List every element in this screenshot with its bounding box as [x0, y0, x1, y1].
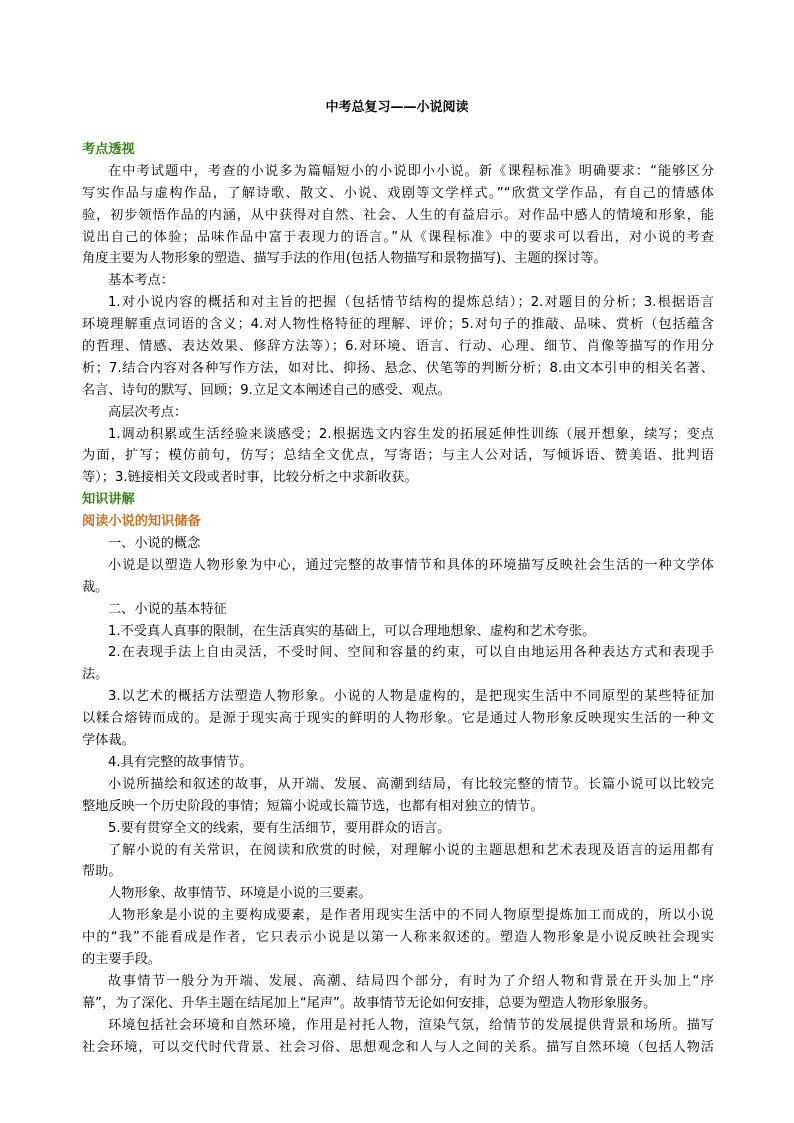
concept-line: 小说是以塑造人物形象为中心，通过完整的故事情节和具体的环境描写反映社会生活的一种文学体	[108, 557, 714, 573]
intro-line: 角度主要为人物形象的塑造、描写手法的作用(包括人物描写和景物描写)、主题的探讨等。	[82, 251, 607, 267]
three-elements-line: 人物形象、故事情节、环境是小说的三要素。	[108, 886, 372, 902]
feature-item: 以糅合熔铸而成的。是源于现实高于现实的鲜明的人物形象。它是通过人物形象反映现实生活的一种文	[82, 711, 714, 727]
concept-line: 裁。	[82, 579, 109, 595]
feature-item: 2.在表现手法上自由灵活，不受时间、空间和容量的约束，可以自由地运用各种表达方式和表现手	[108, 645, 714, 661]
basic-points-line: 析；7.结合内容对各种写作方法，如对比、抑扬、悬念、伏笔等的判断分析；8.由文本引申的相关名著、	[82, 360, 714, 376]
document-body	[82, 139, 714, 1058]
section-heading-exam-points: 考点透视	[82, 142, 135, 157]
environment-line: 社会环境，可以交代时代背景、社会习俗、思想观念和人与人之间的关系。描写自然环境（包括人物活	[82, 1039, 714, 1055]
intro-line: 验，初步领悟作品的内涵，从中获得对自然、社会、人生的有益启示。对作品中感人的情境和形象，能	[82, 207, 714, 223]
document-title: 中考总复习——小说阅读	[325, 100, 469, 115]
feature-item: 3.以艺术的概括方法塑造人物形象。小说的人物是虚构的，是把现实生活中不同原型的某些特征加	[108, 689, 714, 705]
concept-label: 一、小说的概念	[108, 536, 201, 552]
environment-line: 环境包括社会环境和自然环境，作用是衬托人物，渲染气氛，给情节的发展提供背景和场所。描写	[108, 1017, 714, 1033]
basic-points-label: 基本考点：	[108, 273, 174, 289]
basic-points-line: 的哲理、情感、表达效果、修辞方法等）；6.对环境、语言、行动、心理、细节、肖像等描写的作用分	[82, 339, 714, 355]
basic-points-line: 1.对小说内容的概括和对主旨的把握（包括情节结构的提炼总结）；2.对题目的分析；3.根据语言	[108, 295, 714, 311]
intro-line: 说出自己的体验；品味作品中富于表现力的语言。”从《课程标准》中的要求可以看出，对小说的考查	[82, 229, 714, 245]
high-level-points-line: 1.调动积累或生活经验来谈感受；2.根据选文内容生发的拓展延伸性训练（展开想象，续写；变点	[108, 426, 714, 442]
feature-item: 5.要有贯穿全文的线索，要有生活细节，要用群众的语言。	[108, 820, 451, 836]
feature-desc-line: 小说所描绘和叙述的故事，从开端、发展、高潮到结局，有比较完整的情节。长篇小说可以比较完	[108, 776, 714, 792]
high-level-points-line: 等）；3.链接相关文段或者时事，比较分析之中求新收获。	[82, 470, 418, 486]
intro-line: 写实作品与虚构作品，了解诗歌、散文、小说、戏剧等文学样式。”“欣赏文学作品，有自己的情感体	[82, 185, 714, 201]
feature-item: 4.具有完整的故事情节。	[108, 754, 253, 770]
character-line: 中的“我”不能看成是作者，它只表示小说是以第一人称来叙述的。塑造人物形象是小说反映社会现实	[82, 930, 714, 946]
high-level-points-label: 高层次考点：	[108, 404, 188, 420]
feature-item: 法。	[82, 667, 109, 683]
intro-line: 在中考试题中，考查的小说多为篇幅短小的小说即小小说。新《课程标准》明确要求：“能够区分	[108, 163, 714, 179]
feature-item: 学体裁。	[82, 733, 135, 749]
basic-points-line: 环境理解重点词语的含义；4.对人物性格特征的理解、评价；5.对句子的推敲、品味、赏析（包括蕴含	[82, 317, 714, 333]
feature-desc-line: 整地反映一个历史阶段的事情；短篇小说或长篇节选，也都有相对独立的情节。	[82, 798, 544, 814]
high-level-points-line: 为面，扩写；模仿前句，仿写；总结全文优点，写寄语；与主人公对话，写倾诉语、赞美语、批判语	[82, 448, 714, 464]
understand-line: 了解小说的有关常识，在阅读和欣赏的时候，对理解小说的主题思想和艺术表现及语言的运用都有	[108, 842, 714, 858]
features-label: 二、小说的基本特征	[108, 601, 227, 617]
subsection-heading-novel-knowledge: 阅读小说的知识储备	[82, 514, 201, 530]
feature-item: 1.不受真人真事的限制，在生活真实的基础上，可以合理地想象、虚构和艺术夸张。	[108, 623, 596, 639]
plot-line: 故事情节一般分为开端、发展、高潮、结局四个部分，有时为了介绍人物和背景在开头加上“序	[108, 973, 714, 989]
basic-points-line: 名言、诗句的默写、回顾；9.立足文本阐述自己的感受、观点。	[82, 382, 451, 398]
plot-line: 幕”，为了深化、升华主题在结尾加上“尾声”。故事情节无论如何安排，总要为塑造人物形象服务。	[82, 995, 657, 1011]
understand-line: 帮助。	[82, 864, 122, 880]
character-line: 人物形象是小说的主要构成要素，是作者用现实生活中的不同人物原型提炼加工而成的，所以小说	[108, 908, 714, 924]
section-heading-knowledge: 知识讲解	[82, 492, 135, 508]
character-line: 的主要手段。	[82, 951, 162, 967]
